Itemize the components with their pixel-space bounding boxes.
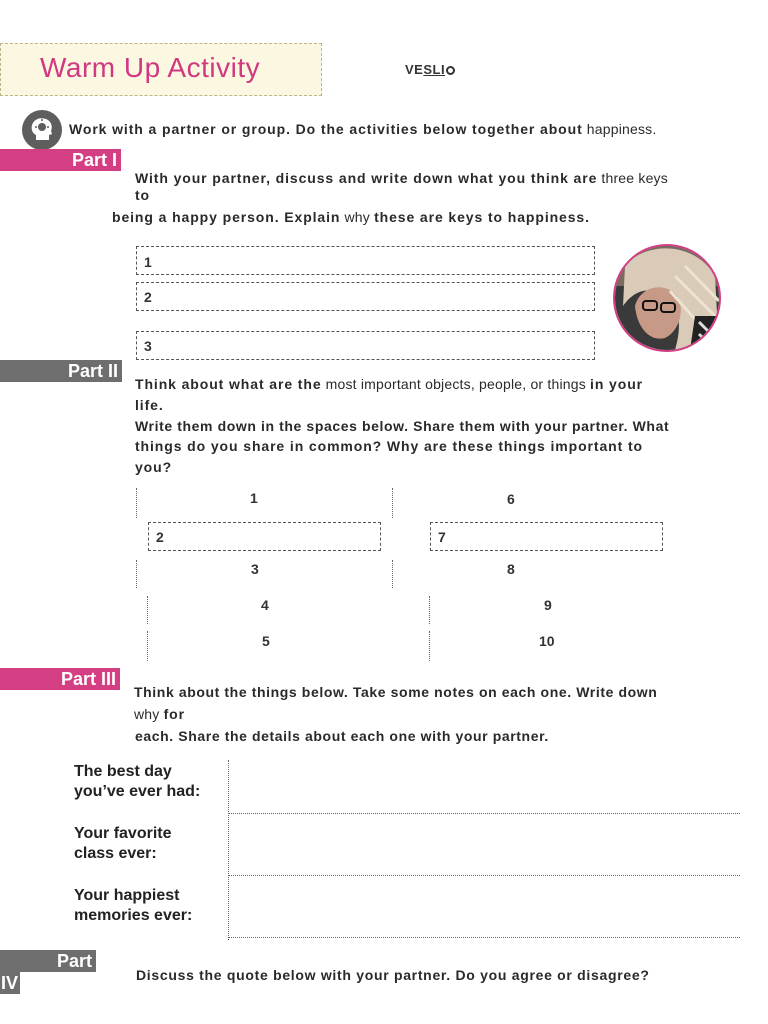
answer-box-2[interactable]: 2 — [136, 282, 595, 311]
part-1-line-3-bold2: these are keys to happiness. — [374, 209, 590, 225]
part-2-line-3: Write them down in the spaces below. Share them with your partner. What — [135, 418, 670, 434]
item-number: 6 — [507, 491, 515, 507]
part-1-line-3-bold: being a happy person. Explain — [112, 209, 341, 225]
row-label-line: Your happiest — [74, 887, 180, 904]
notes-divider — [228, 760, 229, 940]
row-label-line: Your favorite — [74, 825, 172, 842]
part-2-line-1 — [135, 374, 765, 394]
part-2-line-1-normal: most important objects, people, or things — [321, 376, 591, 392]
intro-bold: Work with a partner or group. Do the activities below together about — [69, 121, 583, 137]
row-label-line: you’ve ever had: — [74, 783, 201, 800]
part-1-line-1-bold: With your partner, discuss and write down what you think are — [135, 170, 598, 186]
item-box-2[interactable]: 2 — [148, 522, 381, 551]
part-1-line-2: to — [135, 187, 151, 203]
part-2-line-1-bold: Think about what are the — [135, 376, 322, 392]
item-number: 10 — [539, 633, 555, 649]
page-title: Warm Up Activity — [40, 52, 261, 83]
notes-line[interactable] — [229, 875, 740, 876]
part-4-label-top: Part — [0, 950, 96, 972]
answer-box-1[interactable]: 1 — [136, 246, 595, 275]
part-3-line-2-bold: for — [163, 706, 185, 722]
part-2-label: Part II — [0, 360, 122, 382]
grid-tick — [392, 488, 393, 518]
logo-o-icon — [446, 66, 455, 75]
item-number: 8 — [507, 561, 515, 577]
grid-tick — [136, 560, 137, 588]
part-3-line-2 — [134, 704, 185, 724]
notes-line[interactable] — [229, 813, 740, 814]
lightbulb-head-icon — [22, 110, 62, 150]
part-2-line-4: things do you share in common? Why are these things important to — [135, 438, 643, 454]
part-3-line-2-normal: why — [134, 706, 164, 722]
veslio-logo — [405, 62, 455, 77]
part-2-line-1-bold2: in your — [590, 376, 644, 392]
part-1-line-1 — [135, 168, 765, 188]
part-3-line-1: Think about the things below. Take some notes on each one. Write down — [134, 684, 658, 700]
grid-tick — [136, 488, 137, 518]
part-1-label: Part I — [0, 149, 121, 171]
part-1-line-1-normal: three keys — [597, 170, 668, 186]
row-label-favorite-class — [74, 824, 172, 864]
notes-line[interactable] — [229, 937, 740, 938]
item-box-7[interactable]: 7 — [430, 522, 663, 551]
row-label-line: memories ever: — [74, 907, 193, 924]
row-label-line: class ever: — [74, 845, 157, 862]
part-3-line-3: each. Share the details about each one with your partner. — [135, 728, 549, 744]
grid-tick — [147, 631, 148, 661]
answer-box-3[interactable]: 3 — [136, 331, 595, 360]
grid-tick — [429, 631, 430, 661]
part-1-line-3-normal: why — [340, 209, 375, 225]
logo-text-a: VE — [405, 62, 424, 77]
part-4-label-bottom: IV — [1, 973, 19, 993]
item-number: 9 — [544, 597, 552, 613]
intro-text — [69, 119, 656, 139]
part-1-line-3 — [112, 207, 590, 227]
grid-tick — [147, 596, 148, 624]
row-label-best-day — [74, 762, 200, 802]
grid-tick — [429, 596, 430, 624]
item-number: 1 — [250, 490, 258, 506]
grid-tick — [392, 560, 393, 588]
item-number: 4 — [261, 597, 269, 613]
part-4-text: Discuss the quote below with your partner. Do you agree or disagree? — [136, 967, 650, 983]
item-number: 3 — [251, 561, 259, 577]
logo-text-b: SLI — [423, 62, 446, 77]
row-label-line: The best day — [74, 763, 172, 780]
part-2-line-2: life. — [135, 397, 164, 413]
item-number: 5 — [262, 633, 270, 649]
part-3-label: Part III — [0, 668, 120, 690]
woman-photo — [613, 244, 721, 352]
part-2-line-5: you? — [135, 459, 173, 475]
row-label-happiest-memories — [74, 886, 192, 926]
intro-normal: happiness. — [582, 121, 657, 137]
